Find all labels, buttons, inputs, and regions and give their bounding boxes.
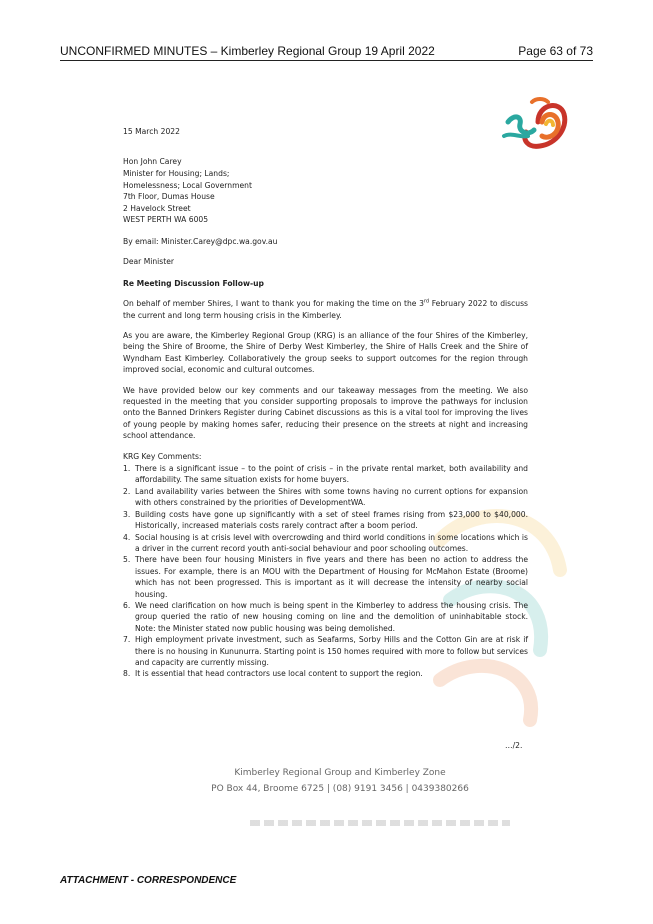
attachment-label: ATTACHMENT - CORRESPONDENCE xyxy=(60,875,237,886)
subject-line: Re Meeting Discussion Follow-up xyxy=(123,278,264,288)
list-item: 4. Social housing is at crisis level with overcrowding and third world conditions in some locations which is a driver in the current record youth anti-social behaviour and poor schooling outcomes. xyxy=(123,532,528,553)
continued-marker: …/2. xyxy=(505,741,523,750)
address-line: Homelessness; Local Government xyxy=(123,180,252,190)
email-line: By email: Minister.Carey@dpc.wa.gov.au xyxy=(123,236,278,246)
recipient-address xyxy=(123,156,528,226)
footer-org: Kimberley Regional Group and Kimberley Zone xyxy=(234,768,446,778)
list-item: 2. Land availability varies between the Shires with some towns having no current options for expansion with others constrained by the priorities of DevelopmentWA. xyxy=(123,486,528,508)
letter-body xyxy=(123,126,528,680)
footer-contact: PO Box 44, Broome 6725 | (08) 9191 3456 | 0439380266 xyxy=(211,784,469,794)
address-line: Minister for Housing; Lands; xyxy=(123,169,230,178)
page-header xyxy=(60,44,593,61)
minutes-title: UNCONFIRMED MINUTES – Kimberley Regional Group 19 April 2022 xyxy=(60,44,435,58)
list-item: 1. There is a significant issue – to the point of crisis – in the private rental market, both availability and affordability. The same situation exists for home buyers. xyxy=(123,464,528,485)
page-number: Page 63 of 73 xyxy=(518,44,593,58)
letterhead-footer xyxy=(160,765,520,797)
salutation: Dear Minister xyxy=(123,257,175,267)
list-item: 8. It is essential that head contractors use local content to support the region. xyxy=(123,669,423,679)
list-item: 6. We need clarification on how much is being spent in the Kimberley to address the housing crisis. The group queried the ratio of new housing coming on line and the demolition of uninhabitable stock. Note: the Minister stated now public housing was being demolished. xyxy=(123,600,528,633)
letter-date: 15 March 2022 xyxy=(123,127,180,136)
address-line: WEST PERTH WA 6005 xyxy=(123,215,209,225)
paragraph-thanks: On behalf of member Shires, I want to thank you for making the time on the 3rd February 2022 to discuss the current and long term housing crisis in the Kimberley. xyxy=(123,298,528,320)
address-line: Hon John Carey xyxy=(123,157,182,167)
list-item: 7. High employment private investment, such as Seafarms, Sorby Hills and the Cotton Gin are at risk if there is no housing in Kununurra. Starting point is 150 homes required with more to follow but services and capacity are currently missing. xyxy=(123,635,528,667)
list-item: 5. There have been four housing Ministers in five years and there has been no action to address the issues. For example, there is an MOU with the Department of Housing for McMahon Estate (Broome) which has not been progressed. This is important as it will decrease the intensity of nearby social housing. xyxy=(123,555,528,599)
address-line: 2 Havelock Street xyxy=(123,203,191,213)
paragraph-krg-intro: As you are aware, the Kimberley Regional Group (KRG) is an alliance of the four Shires of the Kimberley, being the Shire of Broome, the Shire of Derby West Kimberley, the Shire of Halls Creek and the Shire of Wyndham East Kimberley. Collaboratively the group seeks to support outcomes for the region through improved social, economic and cultural outcomes. xyxy=(123,331,528,375)
faded-footer-line xyxy=(250,820,510,826)
paragraph-key-comments-intro: We have provided below our key comments and our takeaway messages from the meeting. We also requested in the meeting that you consider supporting proposals to improve the pathways for inclusion onto the Banned Drinkers Register during Cabinet discussions as this is a vital tool for improving the lives of young people by making homes safer, reducing their presence on the streets at night and increasing school attendance. xyxy=(123,385,528,441)
address-line: 7th Floor, Dumas House xyxy=(123,192,215,202)
key-comments-list xyxy=(123,463,528,680)
key-comments-title: KRG Key Comments: xyxy=(123,451,202,461)
list-item: 3. Building costs have gone up significantly with a set of steel frames rising from $23,000 to $40,000. Historically, increased materials costs rarely contract after a boom period. xyxy=(123,509,528,531)
